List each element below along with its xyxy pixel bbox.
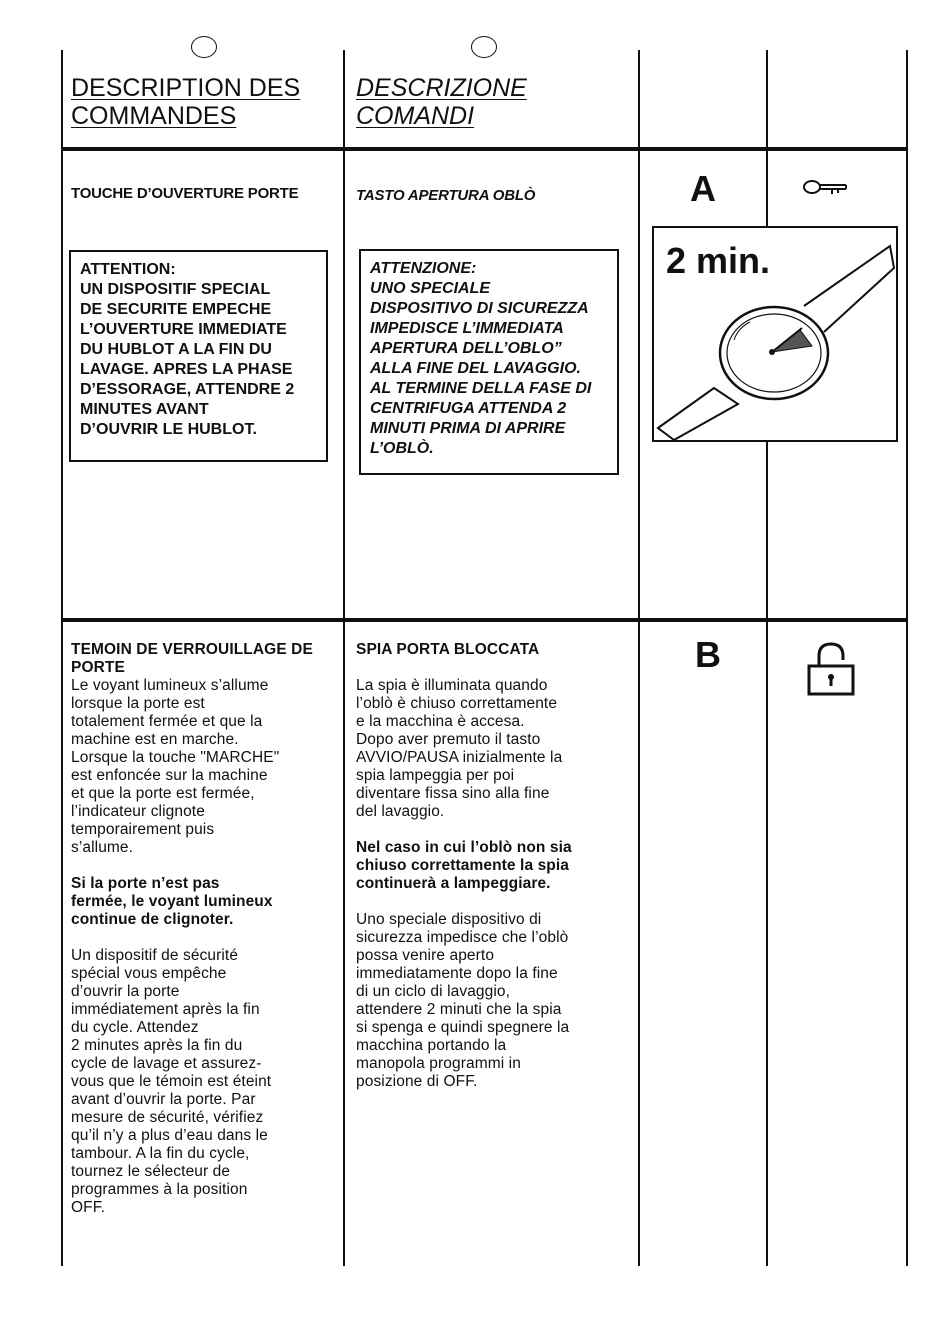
section-a-heading-fr: TOUCHE D’OUVERTURE PORTE — [71, 185, 299, 202]
control-letter-a: A — [690, 168, 716, 209]
column-divider — [638, 50, 640, 1266]
language-flag-icon — [471, 36, 497, 58]
control-letter-b: B — [695, 634, 721, 675]
key-icon — [802, 175, 850, 199]
row-divider — [62, 618, 908, 622]
section-b-text-it: SPIA PORTA BLOCCATA La spia è illuminata quando l’oblò è chiuso correttamente e la macchina è accesa. Dopo aver premuto il tasto AVVIO/PAUSA inizialmente la spia lampeggia per poi diventare fissa sino alla fine del lavaggio. Nel caso in cui l’oblò non sia chiuso correttamente la spia continuerà a lampeggiare. Uno speciale dispositivo di sicurezza impedisce che l’oblò possa venire aperto immediatamente dopo la fine di un ciclo di lavaggio, attendere 2 minuti che la spia si spenga e quindi spegnere la macchina portando la manopola programmi in posizione di OFF. — [356, 641, 572, 1090]
header-title-fr: DESCRIPTION DES COMMANDES — [71, 74, 301, 130]
column-divider — [61, 50, 63, 1266]
wristwatch-icon — [654, 228, 896, 440]
column-divider — [906, 50, 908, 1266]
row-divider — [62, 147, 908, 151]
language-flag-icon — [191, 36, 217, 58]
padlock-icon — [805, 640, 857, 698]
header-title-it: DESCRIZIONE COMANDI — [356, 74, 527, 130]
section-a-heading-it: TASTO APERTURA OBLÒ — [356, 187, 536, 204]
warning-box-it: ATTENZIONE: UNO SPECIALE DISPOSITIVO DI SICUREZZA IMPEDISCE L’IMMEDIATA APERTURA DELL’OBLO” ALLA FINE DEL LAVAGGIO. AL TERMINE DELLA FASE DI CENTRIFUGA ATTENDA 2 MINUTI PRIMA DI APRIRE L’OBLÒ. — [359, 249, 619, 475]
clock-label: 2 min. — [666, 240, 771, 281]
wait-two-minutes-illustration — [652, 226, 898, 442]
column-divider — [343, 50, 345, 1266]
warning-box-fr: ATTENTION: UN DISPOSITIF SPECIAL DE SECURITE EMPECHE L’OUVERTURE IMMEDIATE DU HUBLOT A LA FIN DU LAVAGE. APRES LA PHASE D’ESSORAGE, ATTENDRE 2 MINUTES AVANT D’OUVRIR LE HUBLOT. — [69, 250, 328, 462]
section-b-text-fr: TEMOIN DE VERROUILLAGE DE PORTE Le voyant lumineux s’allume lorsque la porte est totalement fermée et que la machine est en marche. Lorsque la touche "MARCHE" est enfoncée sur la machine et que la porte est fermée, l’indicateur clignote temporairement puis s’allume. Si la porte n’est pas fermée, le voyant lumineux continue de clignoter. Un dispositif de sécurité spécial vous empêche d’ouvrir la porte immédiatement après la fin du cycle. Attendez 2 minutes après la fin du cycle de lavage et assurez- vous que le témoin est éteint avant d’ouvrir la porte. Par mesure de sécurité, vérifiez qu’il n’y a plus d’eau dans le tambour. A la fin du cycle, tournez le sélecteur de programmes à la position OFF. — [71, 641, 313, 1216]
